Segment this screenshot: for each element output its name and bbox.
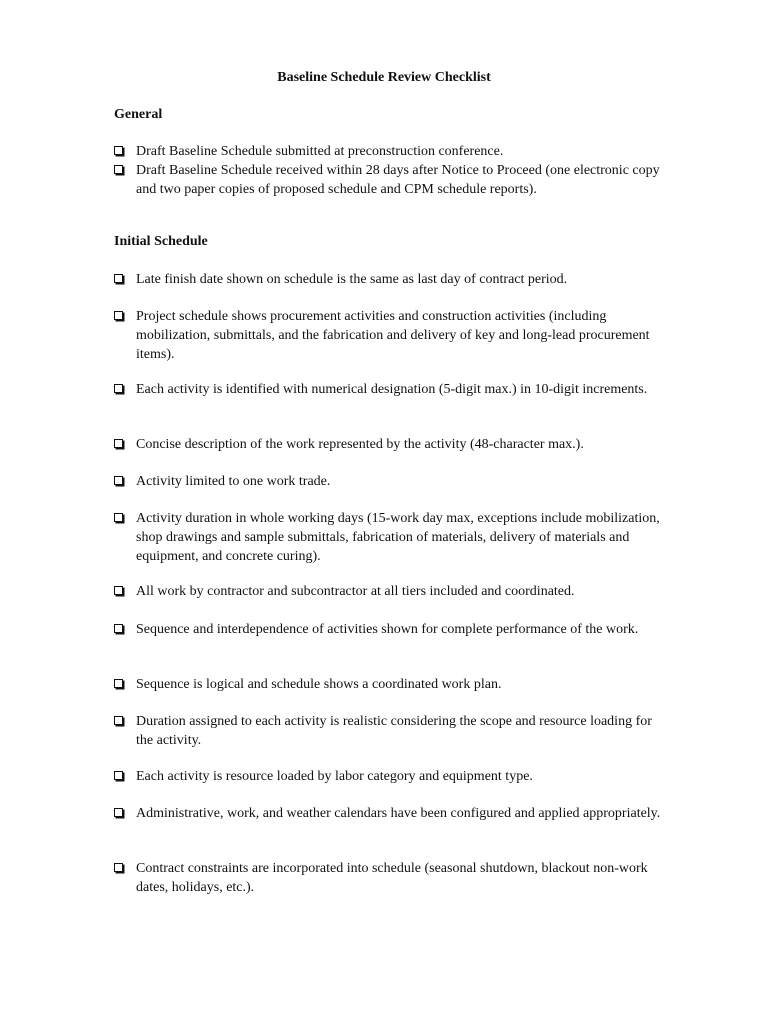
checklist-item-text: Administrative, work, and weather calendars have been configured and applied appropriately. [136, 806, 661, 821]
checklist-item-text: Concise description of the work represented by the activity (48-character max.). [136, 437, 584, 452]
checklist-item-text: Sequence is logical and schedule shows a coordinated work plan. [136, 677, 502, 692]
section-heading-general: General [114, 107, 163, 122]
checkbox-icon[interactable] [114, 513, 123, 522]
section-heading-initial-schedule: Initial Schedule [114, 234, 208, 249]
checkbox-icon[interactable] [114, 679, 123, 688]
checklist-item-text: Project schedule shows procurement activities and construction activities (including mobilization, submittals, and the fabrication and delivery of key and long-lead procurement items). [136, 309, 650, 362]
document-title: Baseline Schedule Review Checklist [277, 70, 491, 85]
checklist-item [114, 859, 662, 897]
checklist-item [114, 472, 662, 491]
checkbox-icon[interactable] [114, 384, 123, 393]
checklist-item [114, 712, 662, 750]
checkbox-icon[interactable] [114, 476, 123, 485]
checklist-item-text: Draft Baseline Schedule submitted at preconstruction conference. [136, 144, 504, 159]
checkbox-icon[interactable] [114, 439, 123, 448]
checkbox-icon[interactable] [114, 771, 123, 780]
checklist-item-text: Late finish date shown on schedule is the same as last day of contract period. [136, 272, 568, 287]
checklist-item [114, 767, 662, 786]
checklist-item-text: Duration assigned to each activity is realistic considering the scope and resource loading for the activity. [136, 714, 652, 748]
checklist-item [114, 270, 662, 289]
checklist-item [114, 804, 662, 823]
checklist-item-text: Activity limited to one work trade. [136, 474, 331, 489]
checklist-item-text: Sequence and interdependence of activities shown for complete performance of the work. [136, 622, 639, 637]
checkbox-icon[interactable] [114, 165, 123, 174]
checklist-item [114, 620, 662, 639]
checklist-item [114, 161, 662, 199]
checklist-item [114, 675, 662, 694]
checkbox-icon[interactable] [114, 274, 123, 283]
checklist-item [114, 509, 662, 566]
checkbox-icon[interactable] [114, 311, 123, 320]
checklist-item-text: All work by contractor and subcontractor at all tiers included and coordinated. [136, 584, 575, 599]
checklist-item-text: Each activity is identified with numerical designation (5-digit max.) in 10-digit increments. [136, 382, 648, 397]
checkbox-icon[interactable] [114, 586, 123, 595]
checklist-item-text: Draft Baseline Schedule received within 28 days after Notice to Proceed (one electronic copy and two paper copies of proposed schedule and CPM schedule reports). [136, 163, 660, 197]
checklist-item [114, 435, 662, 454]
checklist-item-text: Activity duration in whole working days (15-work day max, exceptions include mobilization, shop drawings and sample submittals, fabrication of materials, delivery of materials and equipment, and concrete curing). [136, 511, 660, 564]
checkbox-icon[interactable] [114, 808, 123, 817]
checklist-item [114, 142, 662, 161]
checkbox-icon[interactable] [114, 716, 123, 725]
checklist-item [114, 307, 662, 364]
checkbox-icon[interactable] [114, 624, 123, 633]
checklist-item [114, 380, 662, 399]
checklist-item-text: Contract constraints are incorporated into schedule (seasonal shutdown, blackout non-work dates, holidays, etc.). [136, 861, 648, 895]
checkbox-icon[interactable] [114, 863, 123, 872]
checklist-item-text: Each activity is resource loaded by labor category and equipment type. [136, 769, 533, 784]
checkbox-icon[interactable] [114, 146, 123, 155]
checklist-item [114, 582, 662, 601]
